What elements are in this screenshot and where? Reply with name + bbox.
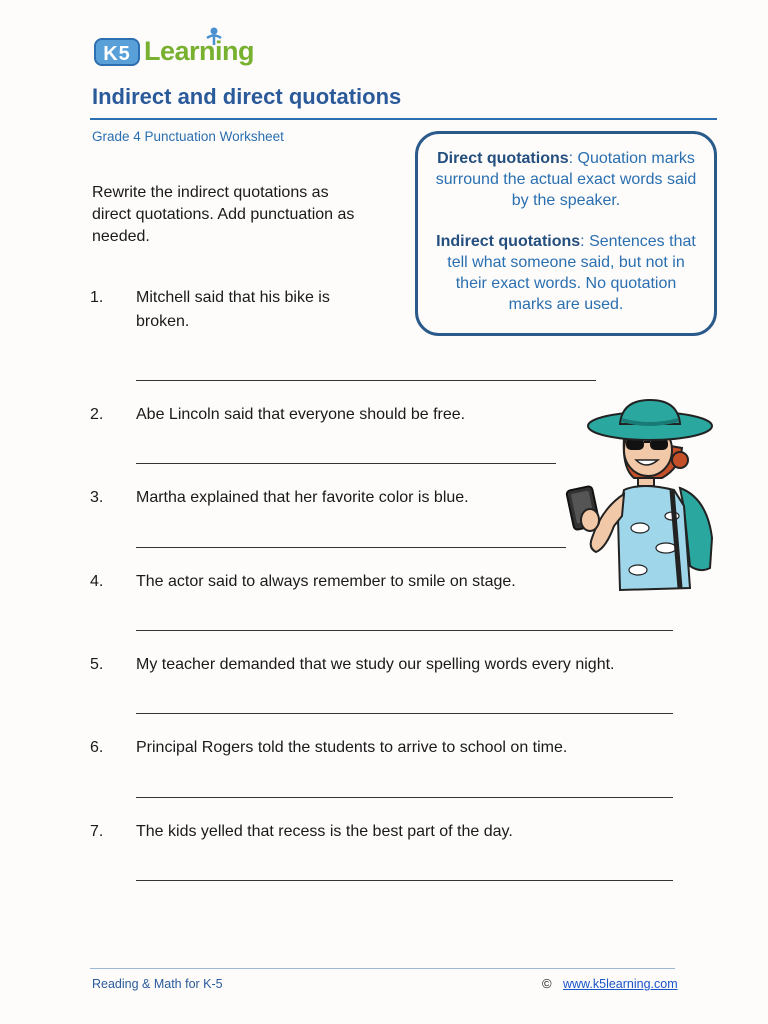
question-text: The actor said to always remember to smile on stage.: [136, 573, 516, 590]
question-text: Martha explained that her favorite color is blue.: [136, 489, 469, 506]
instructions: Rewrite the indirect quotations as direct quotations. Add punctuation as needed.: [92, 184, 355, 245]
definition-box: [415, 131, 717, 336]
copyright-symbol: ©: [542, 976, 552, 991]
answer-line-2[interactable]: [136, 463, 556, 464]
footer-tagline: Reading & Math for K-5: [92, 977, 223, 991]
direct-definition: [434, 148, 698, 211]
question-text-line-1: Mitchell said that his bike is: [136, 289, 330, 306]
website-link[interactable]: www.k5learning.com: [563, 977, 678, 991]
answer-line-4[interactable]: [136, 630, 673, 631]
answer-line-3[interactable]: [136, 547, 566, 548]
logo-badge: K5: [94, 38, 140, 66]
footer-divider: [90, 968, 675, 969]
logo-wordmark: Learning: [144, 36, 255, 66]
answer-line-7[interactable]: [136, 880, 673, 881]
question-number: 5.: [90, 656, 104, 673]
direct-term: Direct quotations: [437, 150, 569, 167]
indirect-term: Indirect quotations: [436, 233, 581, 250]
page-title: Indirect and direct quotations: [92, 84, 402, 109]
question-text: Principal Rogers told the students to arrive to school on time.: [136, 739, 568, 756]
title-divider: [90, 118, 717, 120]
worksheet-subtitle: Grade 4 Punctuation Worksheet: [92, 129, 284, 144]
question-number: 6.: [90, 739, 104, 756]
question-number: 2.: [90, 406, 104, 423]
answer-line-5[interactable]: [136, 713, 673, 714]
question-text: The kids yelled that recess is the best part of the day.: [136, 823, 513, 840]
question-text-line-2: broken.: [136, 313, 190, 330]
indirect-text: : Sentences that tell what someone said, but not in their exact words. No quotation marks are used.: [447, 233, 696, 313]
traveler-girl-illustration: [562, 398, 722, 596]
question-number: 4.: [90, 573, 104, 590]
question-text: My teacher demanded that we study our spelling words every night.: [136, 656, 615, 673]
answer-line-1[interactable]: [136, 380, 596, 381]
k5-learning-logo: [94, 26, 259, 72]
question-number: 3.: [90, 489, 104, 506]
question-text: [136, 286, 330, 334]
answer-line-6[interactable]: [136, 797, 673, 798]
indirect-definition: [434, 231, 698, 315]
direct-text: : Quotation marks surround the actual exact words said by the speaker.: [435, 150, 697, 209]
question-text: Abe Lincoln said that everyone should be free.: [136, 406, 466, 423]
logo-figure-icon: [204, 26, 224, 46]
question-number: 1.: [90, 289, 104, 306]
question-number: 7.: [90, 823, 104, 840]
